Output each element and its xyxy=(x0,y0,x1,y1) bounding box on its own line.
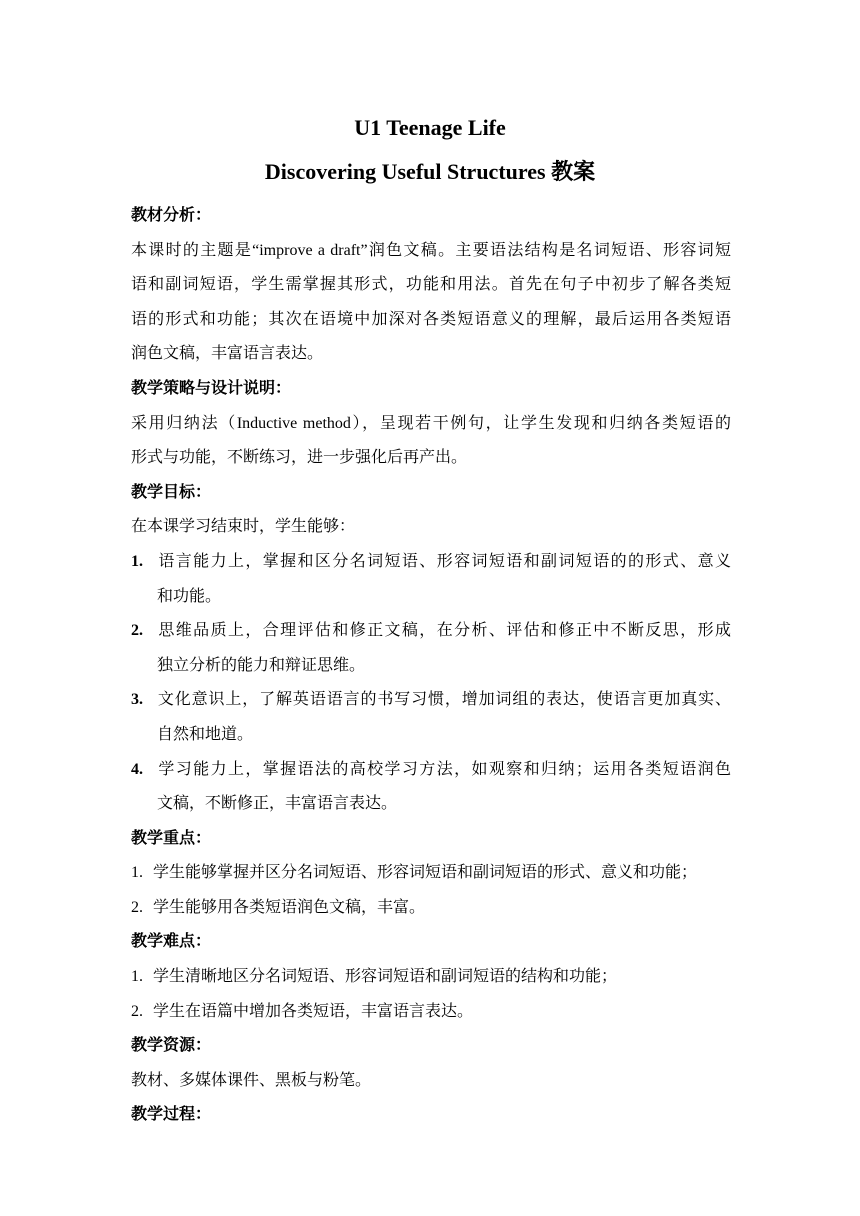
difficulty-number: 2. xyxy=(131,1002,143,1020)
objective-continuation: 文稿，不断修正，丰富语言表达。 xyxy=(157,795,398,813)
objective-item xyxy=(131,545,731,580)
analysis-line: 本课时的主题是“improve a draft”润色文稿。主要语法结构是名词短语、形容词短 xyxy=(131,241,731,259)
key-point-item xyxy=(131,856,731,891)
section-heading-key-points: 教学重点： xyxy=(131,829,212,847)
objective-continuation: 独立分析的能力和辩证思维。 xyxy=(157,656,366,674)
section-heading-resources: 教学资源： xyxy=(131,1037,212,1055)
section-heading-strategy: 教学策略与设计说明： xyxy=(131,379,292,397)
strategy-line: 采用归纳法（Inductive method），呈现若干例句，让学生发现和归纳各类短语的 xyxy=(131,414,731,432)
objective-item xyxy=(131,614,731,649)
objective-continuation: 自然和地道。 xyxy=(157,725,254,743)
key-point-item xyxy=(131,891,731,926)
difficulty-number: 1. xyxy=(131,968,143,986)
objective-text: 学习能力上，掌握语法的高校学习方法，如观察和归纳；运用各类短语润色 xyxy=(157,760,731,778)
objective-item xyxy=(131,683,731,718)
section-heading-difficulties: 教学难点： xyxy=(131,933,212,951)
objective-item xyxy=(131,753,731,788)
difficulty-text: 学生清晰地区分名词短语、形容词短语和副词短语的结构和功能； xyxy=(153,968,618,986)
resources-text: 教材、多媒体课件、黑板与粉笔。 xyxy=(131,1071,372,1089)
key-point-text: 学生能够用各类短语润色文稿，丰富。 xyxy=(153,898,426,916)
strategy-line: 形式与功能，不断练习，进一步强化后再产出。 xyxy=(131,449,468,467)
section-heading-analysis: 教材分析： xyxy=(131,207,212,224)
document-title: U1 Teenage Life xyxy=(354,115,506,140)
objective-text: 文化意识上，了解英语语言的书写习惯，增加词组的表达，使语言更加真实、 xyxy=(157,691,731,709)
analysis-line: 润色文稿，丰富语言表达。 xyxy=(131,345,324,363)
analysis-line: 语的形式和功能；其次在语境中加深对各类短语意义的理解，最后运用各类短语 xyxy=(131,310,731,328)
key-point-number: 2. xyxy=(131,898,143,916)
key-point-number: 1. xyxy=(131,864,143,882)
objective-text: 思维品质上，合理评估和修正文稿，在分析、评估和修正中不断反思，形成 xyxy=(157,622,731,640)
difficulty-text: 学生在语篇中增加各类短语，丰富语言表达。 xyxy=(153,1002,474,1020)
objectives-intro: 在本课学习结束时，学生能够： xyxy=(131,518,356,536)
objective-number: 2. xyxy=(131,622,143,640)
objective-number: 3. xyxy=(131,691,143,709)
difficulty-item xyxy=(131,960,731,995)
section-heading-objectives: 教学目标： xyxy=(131,483,212,501)
objective-number: 1. xyxy=(131,552,143,570)
key-point-text: 学生能够掌握并区分名词短语、形容词短语和副词短语的形式、意义和功能； xyxy=(153,864,698,882)
document-subtitle: Discovering Useful Structures 教案 xyxy=(264,159,596,184)
document-body xyxy=(131,199,731,1133)
objective-number: 4. xyxy=(131,760,143,778)
objective-text: 语言能力上，掌握和区分名词短语、形容词短语和副词短语的的形式、意义 xyxy=(157,552,731,570)
analysis-line: 语和副词短语，学生需掌握其形式，功能和用法。首先在句子中初步了解各类短 xyxy=(131,276,731,294)
section-heading-process: 教学过程： xyxy=(131,1106,212,1124)
difficulty-item xyxy=(131,995,731,1030)
objective-continuation: 和功能。 xyxy=(157,587,222,605)
